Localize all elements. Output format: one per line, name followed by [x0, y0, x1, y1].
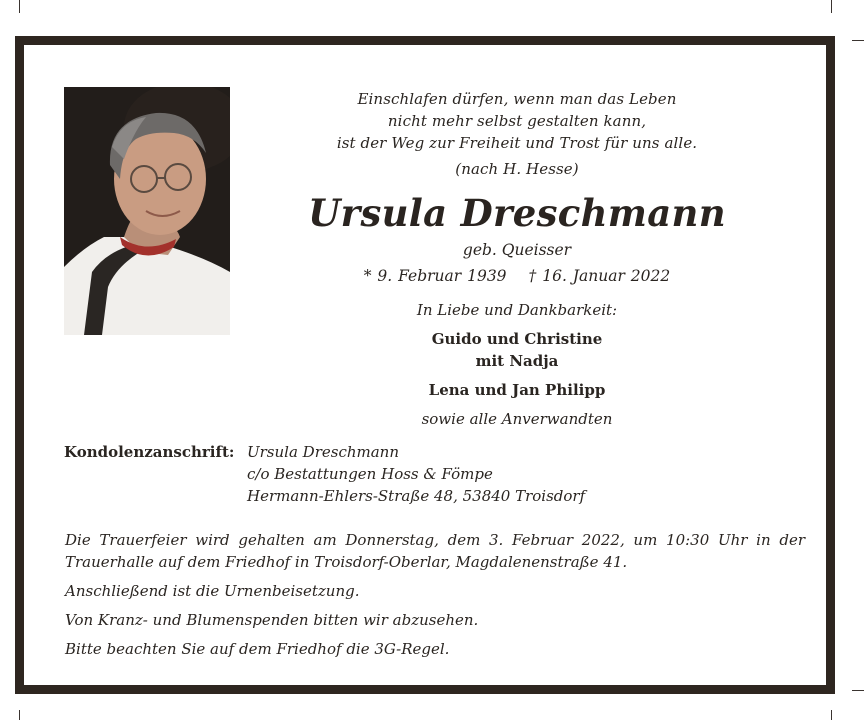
mourner-line: Lena und Jan Philipp	[428, 381, 606, 399]
no-flowers-note: Von Kranz- und Blumenspenden bitten wir abzusehen.	[65, 611, 479, 629]
funeral-notes	[65, 529, 805, 660]
portrait-image	[64, 87, 230, 335]
quote-source: (nach H. Hesse)	[455, 160, 579, 178]
birth-date: * 9. Februar 1939	[363, 267, 507, 285]
life-dates	[262, 266, 772, 286]
mourners-intro: In Liebe und Dankbarkeit:	[416, 301, 618, 319]
portrait-photo	[64, 87, 230, 335]
crop-mark-top-left	[19, 0, 20, 13]
relatives-line: sowie alle Anverwandten	[421, 410, 613, 428]
mourner-line: mit Nadja	[475, 352, 559, 370]
quote-line: ist der Weg zur Freiheit und Trost für uns alle.	[336, 134, 698, 152]
condolence-label: Kondolenzanschrift:	[64, 443, 235, 461]
crop-mark-right-bottom	[852, 690, 864, 691]
mourner-group	[262, 328, 772, 372]
quote-line: Einschlafen dürfen, wenn man das Leben	[357, 90, 677, 108]
condolence-address	[247, 441, 585, 507]
funeral-service-note: Die Trauerfeier wird gehalten am Donnerstag, dem 3. Februar 2022, um 10:30 Uhr in der Trauerhalle auf dem Friedhof in Troisdorf-Oberlar, Magdalenenstraße 41.	[65, 531, 805, 571]
crop-mark-right-top	[852, 40, 864, 41]
mourner-line: Guido und Christine	[431, 330, 603, 348]
memorial-quote	[262, 88, 772, 180]
quote-line: nicht mehr selbst gestalten kann,	[387, 112, 647, 130]
birth-name: geb. Queisser	[462, 241, 572, 259]
urn-burial-note: Anschließend ist die Urnenbeisetzung.	[65, 582, 360, 600]
address-line: c/o Bestattungen Hoss & Fömpe	[247, 465, 493, 483]
obituary-card	[15, 36, 835, 694]
crop-mark-bottom-left	[19, 710, 20, 720]
crop-mark-top-right	[831, 0, 832, 13]
deceased-name: Ursula Dreschmann	[308, 191, 726, 235]
mourner-group	[262, 379, 772, 401]
address-line: Ursula Dreschmann	[247, 443, 399, 461]
death-date: † 16. Januar 2022	[528, 267, 671, 285]
crop-mark-bottom-right	[831, 710, 832, 720]
mourners-list	[262, 328, 772, 401]
address-line: Hermann-Ehlers-Straße 48, 53840 Troisdorf	[247, 487, 586, 505]
covid-rule-note: Bitte beachten Sie auf dem Friedhof die 3G-Regel.	[65, 640, 450, 658]
